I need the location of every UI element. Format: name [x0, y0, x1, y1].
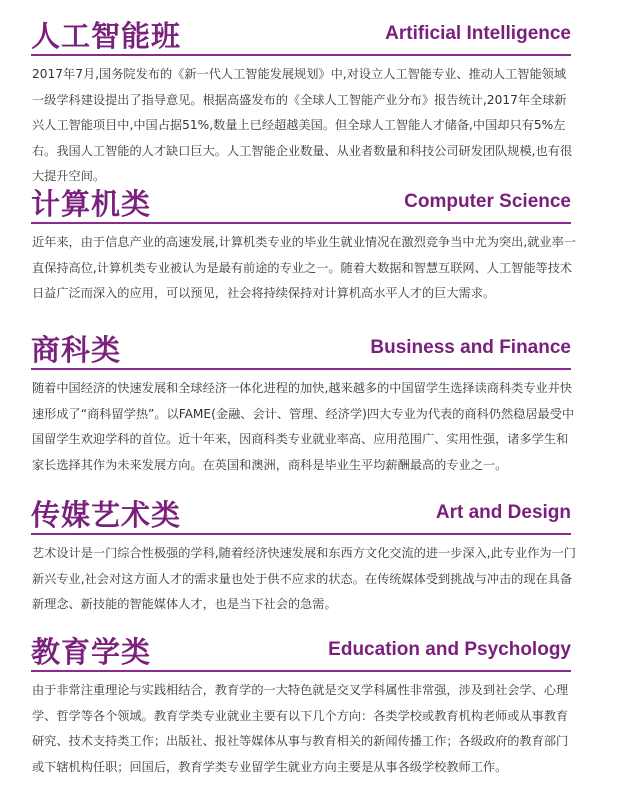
section-business-finance — [31, 324, 575, 478]
section-title-zh: 教育学类 — [31, 635, 152, 669]
section-header — [31, 626, 571, 672]
section-education-psychology — [31, 626, 571, 780]
section-title-en: Business and Finance — [370, 337, 571, 358]
section-text: 近年来，由于信息产业的高速发展,计算机类专业的毕业生就业情况在激烈竞争当中尤为突出,就业率一直保持高位,计算机类专业被认为是最有前途的专业之一。随着大数据和智慧互联网、人工智能等技术日益广泛而深入的应用，可以预见，社会将持续保持对计算机高水平人才的巨大需求。 — [32, 235, 576, 301]
section-computer-science — [31, 178, 576, 307]
section-title-en: Art and Design — [435, 502, 571, 523]
section-artificial-intelligence — [31, 10, 571, 190]
section-title-zh: 传媒艺术类 — [31, 498, 182, 532]
section-text: 随着中国经济的快速发展和全球经济一体化进程的加快,越来越多的中国留学生选择读商科类专业并快速形成了“商科留学热”。以FAME(金融、会计、管理、经济学)四大专业为代表的商科仍然稳居最受中国留学生欢迎学科的首位。近十年来，因商科类专业就业率高、应用范围广、实用性强，诸多学生和家长选择其作为未来发展方向。在英国和澳洲，商科是毕业生平均薪酬最高的专业之一。 — [32, 381, 575, 472]
section-text: 艺术设计是一门综合性极强的学科,随着经济快速发展和东西方文化交流的进一步深入,此专业作为一门新兴专业,社会对这方面人才的需求量也处于供不应求的状态。在传统媒体受到挑战与冲击的现在具备新理念、新技能的智能媒体人才，也是当下社会的急需。 — [32, 546, 576, 612]
section-title-zh: 计算机类 — [31, 187, 152, 221]
section-title-zh: 人工智能班 — [31, 19, 182, 53]
section-text: 2017年7月,国务院发布的《新一代人工智能发展规划》中,对设立人工智能专业、推动人工智能领域一级学科建设提出了指导意见。根据高盛发布的《全球人工智能产业分布》报告统计,2017年全球新兴人工智能项目中,中国占据51%,数量上已经超越美国。但全球人工智能人才储备,中国却只有5%左右。我国人工智能的人才缺口巨大。人工智能企业数量、从业者数量和科技公司研发团队规模,也有很大提升空间。 — [32, 67, 573, 184]
section-header — [31, 10, 571, 56]
section-title-en: Education and Psychology — [328, 639, 571, 660]
section-text: 由于非常注重理论与实践相结合，教育学的一大特色就是交叉学科属性非常强，涉及到社会学、心理学、哲学等各个领域。教育学类专业就业主要有以下几个方向：各类学校或教育机构老师或从事教育研究、技术支持类工作；出版社、报社等媒体从事与教育相关的新闻传播工作；各级政府的教育部门或下辖机构任职；回国后，教育学类专业留学生就业方向主要是从事各级学校教师工作。 — [32, 683, 569, 774]
section-header — [31, 324, 571, 370]
section-art-design — [31, 489, 576, 618]
section-title-en: Artificial Intelligence — [385, 23, 571, 44]
section-header — [31, 489, 571, 535]
section-title-zh: 商科类 — [31, 333, 122, 367]
section-title-en: Computer Science — [404, 191, 571, 212]
section-header — [31, 178, 571, 224]
